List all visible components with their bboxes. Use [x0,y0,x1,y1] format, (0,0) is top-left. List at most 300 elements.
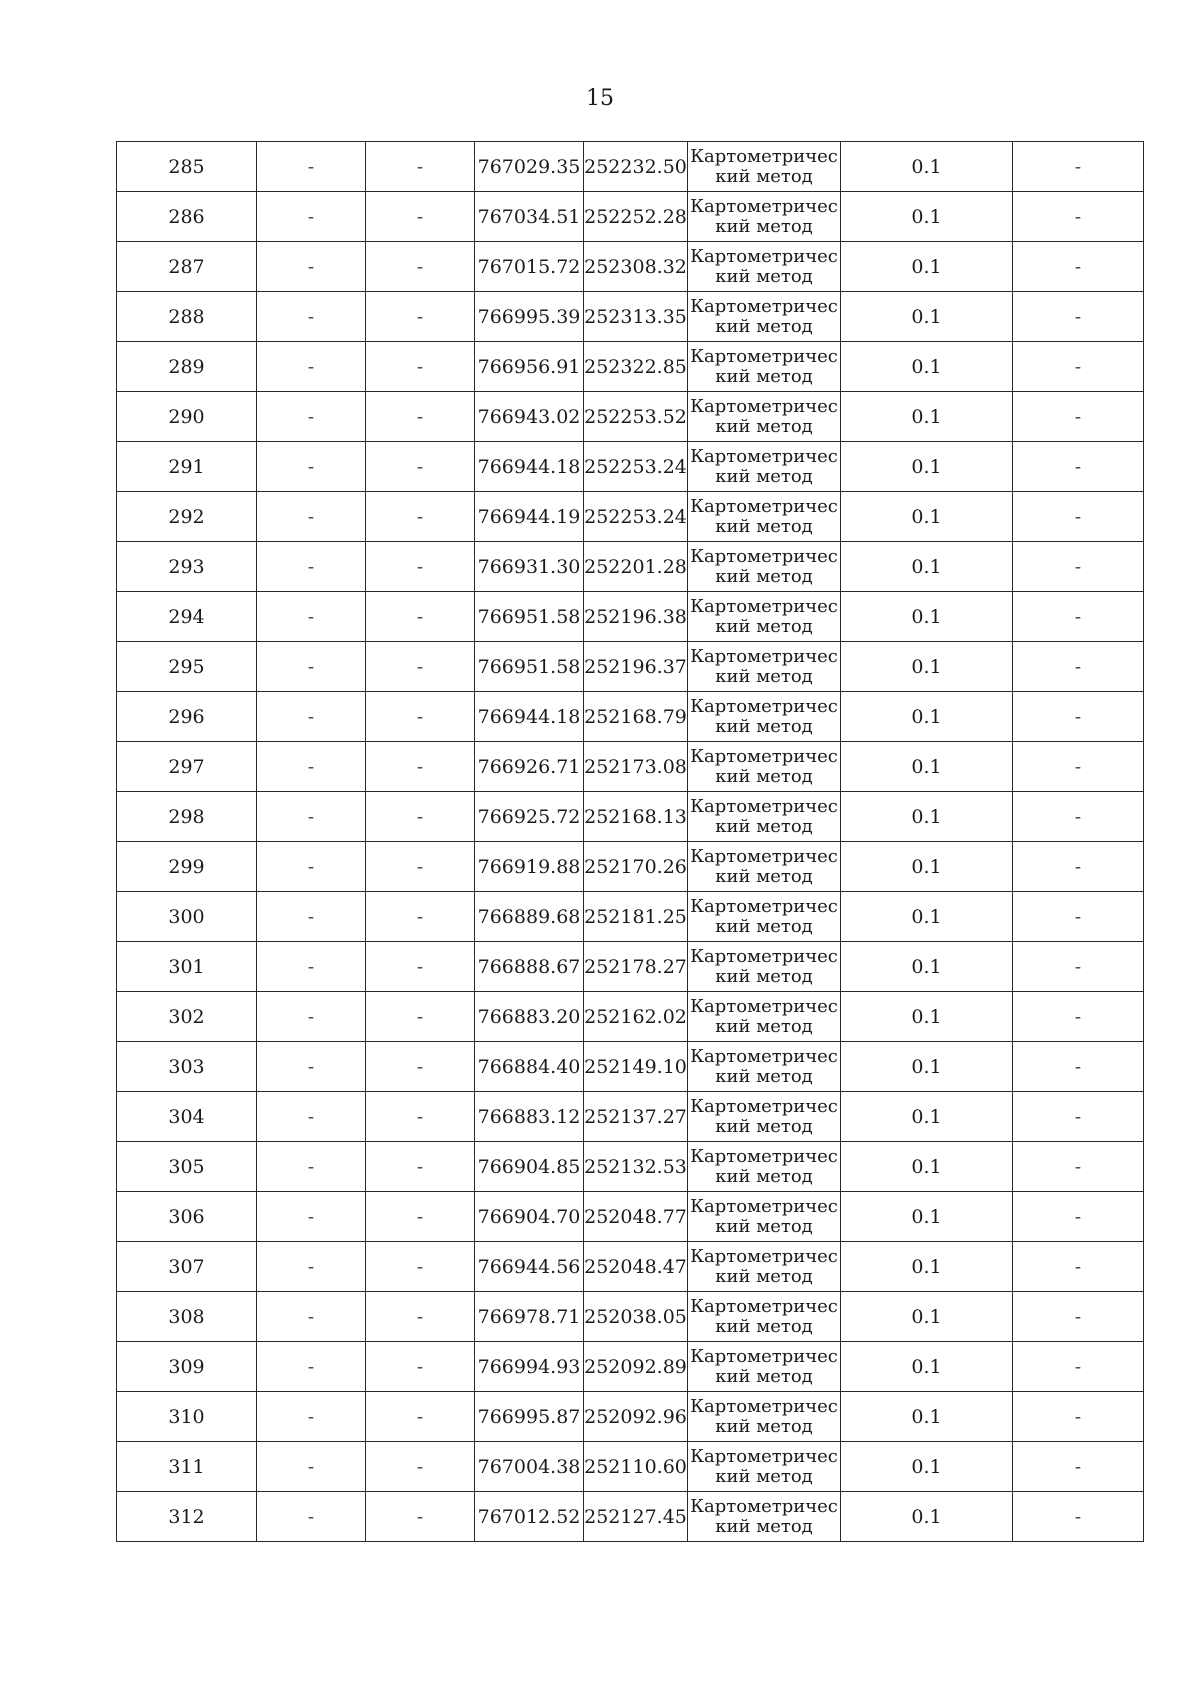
y-coordinate-cell: 252173.08 [584,742,688,792]
accuracy-cell: 0.1 [841,792,1013,842]
empty-value-cell: - [257,692,366,742]
point-number-cell: 312 [117,1492,257,1542]
method-label-line-2: кий метод [715,1465,813,1487]
method-cell [688,1192,841,1242]
y-coordinate-cell: 252196.38 [584,592,688,642]
empty-value-cell: - [257,542,366,592]
description-cell: - [1013,792,1144,842]
description-cell: - [1013,992,1144,1042]
method-label-line-1: Картометричес [690,995,838,1017]
empty-value-cell: - [366,1342,475,1392]
method-cell [688,692,841,742]
method-cell [688,142,841,192]
table-row [117,692,1144,742]
accuracy-cell: 0.1 [841,1442,1013,1492]
method-label-line-2: кий метод [715,165,813,187]
method-label-line-1: Картометричес [690,295,838,317]
accuracy-cell: 0.1 [841,142,1013,192]
method-label-line-1: Картометричес [690,1395,838,1417]
empty-value-cell: - [257,242,366,292]
accuracy-cell: 0.1 [841,692,1013,742]
point-number-cell: 301 [117,942,257,992]
table-row [117,292,1144,342]
point-number-cell: 299 [117,842,257,892]
x-coordinate-cell: 766904.85 [475,1142,584,1192]
y-coordinate-cell: 252168.79 [584,692,688,742]
point-number-cell: 298 [117,792,257,842]
method-label-line-1: Картометричес [690,1495,838,1517]
accuracy-cell: 0.1 [841,1142,1013,1192]
point-number-cell: 295 [117,642,257,692]
empty-value-cell: - [257,342,366,392]
method-label-line-1: Картометричес [690,1445,838,1467]
method-label-line-1: Картометричес [690,1345,838,1367]
x-coordinate-cell: 766919.88 [475,842,584,892]
method-label-line-2: кий метод [715,1215,813,1237]
table-row [117,192,1144,242]
description-cell: - [1013,692,1144,742]
empty-value-cell: - [257,492,366,542]
empty-value-cell: - [366,992,475,1042]
y-coordinate-cell: 252232.50 [584,142,688,192]
empty-value-cell: - [257,1392,366,1442]
description-cell: - [1013,142,1144,192]
description-cell: - [1013,842,1144,892]
point-number-cell: 292 [117,492,257,542]
accuracy-cell: 0.1 [841,1492,1013,1542]
x-coordinate-cell: 766889.68 [475,892,584,942]
point-number-cell: 293 [117,542,257,592]
table-row [117,1392,1144,1442]
y-coordinate-cell: 252253.52 [584,392,688,442]
empty-value-cell: - [366,342,475,392]
method-label-line-2: кий метод [715,315,813,337]
table-row [117,1342,1144,1392]
empty-value-cell: - [257,1492,366,1542]
method-cell [688,1492,841,1542]
accuracy-cell: 0.1 [841,292,1013,342]
description-cell: - [1013,742,1144,792]
description-cell: - [1013,492,1144,542]
point-number-cell: 289 [117,342,257,392]
description-cell: - [1013,1292,1144,1342]
accuracy-cell: 0.1 [841,1242,1013,1292]
point-number-cell: 291 [117,442,257,492]
method-label-line-1: Картометричес [690,445,838,467]
method-label-line-2: кий метод [715,1265,813,1287]
point-number-cell: 305 [117,1142,257,1192]
method-cell [688,342,841,392]
accuracy-cell: 0.1 [841,942,1013,992]
y-coordinate-cell: 252313.35 [584,292,688,342]
x-coordinate-cell: 767004.38 [475,1442,584,1492]
coordinates-table [116,141,1144,1542]
table-row [117,1442,1144,1492]
point-number-cell: 294 [117,592,257,642]
table-row [117,492,1144,542]
y-coordinate-cell: 252162.02 [584,992,688,1042]
empty-value-cell: - [257,742,366,792]
x-coordinate-cell: 766944.56 [475,1242,584,1292]
empty-value-cell: - [257,592,366,642]
accuracy-cell: 0.1 [841,1092,1013,1142]
point-number-cell: 288 [117,292,257,342]
empty-value-cell: - [366,292,475,342]
y-coordinate-cell: 252252.28 [584,192,688,242]
empty-value-cell: - [257,792,366,842]
description-cell: - [1013,1242,1144,1292]
empty-value-cell: - [257,1192,366,1242]
method-label-line-2: кий метод [715,765,813,787]
method-label-line-1: Картометричес [690,745,838,767]
description-cell: - [1013,1042,1144,1092]
description-cell: - [1013,342,1144,392]
point-number-cell: 296 [117,692,257,742]
x-coordinate-cell: 766944.18 [475,692,584,742]
table-row [117,742,1144,792]
method-label-line-2: кий метод [715,465,813,487]
method-label-line-2: кий метод [715,665,813,687]
description-cell: - [1013,442,1144,492]
point-number-cell: 286 [117,192,257,242]
accuracy-cell: 0.1 [841,242,1013,292]
method-cell [688,392,841,442]
accuracy-cell: 0.1 [841,1392,1013,1442]
point-number-cell: 307 [117,1242,257,1292]
empty-value-cell: - [366,242,475,292]
x-coordinate-cell: 766883.20 [475,992,584,1042]
empty-value-cell: - [257,942,366,992]
accuracy-cell: 0.1 [841,842,1013,892]
method-cell [688,1242,841,1292]
point-number-cell: 306 [117,1192,257,1242]
y-coordinate-cell: 252038.05 [584,1292,688,1342]
y-coordinate-cell: 252092.89 [584,1342,688,1392]
empty-value-cell: - [257,142,366,192]
y-coordinate-cell: 252048.47 [584,1242,688,1292]
accuracy-cell: 0.1 [841,342,1013,392]
empty-value-cell: - [257,1342,366,1392]
accuracy-cell: 0.1 [841,442,1013,492]
empty-value-cell: - [366,1292,475,1342]
point-number-cell: 287 [117,242,257,292]
table-row [117,642,1144,692]
point-number-cell: 297 [117,742,257,792]
empty-value-cell: - [366,1142,475,1192]
description-cell: - [1013,1492,1144,1542]
y-coordinate-cell: 252170.26 [584,842,688,892]
point-number-cell: 309 [117,1342,257,1392]
method-cell [688,1342,841,1392]
empty-value-cell: - [366,542,475,592]
empty-value-cell: - [257,392,366,442]
description-cell: - [1013,1392,1144,1442]
y-coordinate-cell: 252253.24 [584,492,688,542]
description-cell: - [1013,192,1144,242]
method-label-line-2: кий метод [715,1365,813,1387]
x-coordinate-cell: 766995.39 [475,292,584,342]
method-cell [688,1442,841,1492]
method-label-line-2: кий метод [715,515,813,537]
empty-value-cell: - [366,442,475,492]
x-coordinate-cell: 766931.30 [475,542,584,592]
x-coordinate-cell: 767015.72 [475,242,584,292]
empty-value-cell: - [257,1092,366,1142]
method-cell [688,292,841,342]
x-coordinate-cell: 766944.18 [475,442,584,492]
empty-value-cell: - [366,592,475,642]
method-label-line-2: кий метод [715,1415,813,1437]
y-coordinate-cell: 252178.27 [584,942,688,992]
accuracy-cell: 0.1 [841,1042,1013,1092]
description-cell: - [1013,292,1144,342]
empty-value-cell: - [366,1492,475,1542]
empty-value-cell: - [366,742,475,792]
method-label-line-2: кий метод [715,1165,813,1187]
description-cell: - [1013,642,1144,692]
method-cell [688,842,841,892]
description-cell: - [1013,542,1144,592]
accuracy-cell: 0.1 [841,492,1013,542]
table-row [117,242,1144,292]
empty-value-cell: - [366,1092,475,1142]
y-coordinate-cell: 252308.32 [584,242,688,292]
empty-value-cell: - [366,1392,475,1442]
table-row [117,842,1144,892]
method-label-line-1: Картометричес [690,945,838,967]
x-coordinate-cell: 766951.58 [475,592,584,642]
empty-value-cell: - [366,492,475,542]
accuracy-cell: 0.1 [841,542,1013,592]
table-row [117,342,1144,392]
y-coordinate-cell: 252137.27 [584,1092,688,1142]
method-label-line-2: кий метод [715,1515,813,1537]
table-body [117,142,1144,1542]
method-label-line-1: Картометричес [690,1045,838,1067]
method-label-line-2: кий метод [715,965,813,987]
point-number-cell: 302 [117,992,257,1042]
method-cell [688,742,841,792]
table-row [117,792,1144,842]
empty-value-cell: - [257,892,366,942]
empty-value-cell: - [366,142,475,192]
method-label-line-2: кий метод [715,265,813,287]
x-coordinate-cell: 766884.40 [475,1042,584,1092]
method-label-line-2: кий метод [715,1315,813,1337]
x-coordinate-cell: 766883.12 [475,1092,584,1142]
empty-value-cell: - [366,692,475,742]
description-cell: - [1013,1442,1144,1492]
description-cell: - [1013,1142,1144,1192]
x-coordinate-cell: 766956.91 [475,342,584,392]
method-label-line-1: Картометричес [690,645,838,667]
y-coordinate-cell: 252322.85 [584,342,688,392]
method-cell [688,1042,841,1092]
table-row [117,442,1144,492]
empty-value-cell: - [366,1442,475,1492]
table-row [117,1492,1144,1542]
empty-value-cell: - [366,842,475,892]
method-label-line-1: Картометричес [690,895,838,917]
method-label-line-1: Картометричес [690,795,838,817]
description-cell: - [1013,942,1144,992]
empty-value-cell: - [257,442,366,492]
table-row [117,892,1144,942]
description-cell: - [1013,1092,1144,1142]
y-coordinate-cell: 252149.10 [584,1042,688,1092]
description-cell: - [1013,392,1144,442]
method-label-line-2: кий метод [715,1115,813,1137]
point-number-cell: 311 [117,1442,257,1492]
empty-value-cell: - [257,842,366,892]
table-row [117,1292,1144,1342]
empty-value-cell: - [366,1042,475,1092]
method-cell [688,642,841,692]
method-label-line-1: Картометричес [690,695,838,717]
method-label-line-2: кий метод [715,1065,813,1087]
table-row [117,1242,1144,1292]
x-coordinate-cell: 766995.87 [475,1392,584,1442]
method-cell [688,492,841,542]
method-cell [688,892,841,942]
description-cell: - [1013,1342,1144,1392]
method-label-line-2: кий метод [715,715,813,737]
method-label-line-1: Картометричес [690,145,838,167]
method-cell [688,592,841,642]
point-number-cell: 308 [117,1292,257,1342]
accuracy-cell: 0.1 [841,392,1013,442]
method-label-line-1: Картометричес [690,495,838,517]
empty-value-cell: - [257,1042,366,1092]
y-coordinate-cell: 252253.24 [584,442,688,492]
y-coordinate-cell: 252181.25 [584,892,688,942]
empty-value-cell: - [366,792,475,842]
accuracy-cell: 0.1 [841,1292,1013,1342]
method-label-line-1: Картометричес [690,1095,838,1117]
accuracy-cell: 0.1 [841,592,1013,642]
method-label-line-1: Картометричес [690,545,838,567]
description-cell: - [1013,892,1144,942]
y-coordinate-cell: 252092.96 [584,1392,688,1442]
accuracy-cell: 0.1 [841,1342,1013,1392]
method-label-line-2: кий метод [715,565,813,587]
description-cell: - [1013,592,1144,642]
table-row [117,992,1144,1042]
point-number-cell: 310 [117,1392,257,1442]
method-label-line-1: Картометричес [690,345,838,367]
method-label-line-2: кий метод [715,915,813,937]
x-coordinate-cell: 767029.35 [475,142,584,192]
x-coordinate-cell: 766925.72 [475,792,584,842]
y-coordinate-cell: 252196.37 [584,642,688,692]
method-cell [688,242,841,292]
x-coordinate-cell: 766978.71 [475,1292,584,1342]
table-row [117,542,1144,592]
method-label-line-1: Картометричес [690,395,838,417]
accuracy-cell: 0.1 [841,192,1013,242]
method-cell [688,1142,841,1192]
y-coordinate-cell: 252132.53 [584,1142,688,1192]
accuracy-cell: 0.1 [841,642,1013,692]
y-coordinate-cell: 252168.13 [584,792,688,842]
y-coordinate-cell: 252127.45 [584,1492,688,1542]
method-label-line-2: кий метод [715,615,813,637]
x-coordinate-cell: 766888.67 [475,942,584,992]
empty-value-cell: - [257,1292,366,1342]
x-coordinate-cell: 767012.52 [475,1492,584,1542]
accuracy-cell: 0.1 [841,992,1013,1042]
method-cell [688,1392,841,1442]
description-cell: - [1013,242,1144,292]
method-label-line-1: Картометричес [690,1295,838,1317]
empty-value-cell: - [366,942,475,992]
x-coordinate-cell: 766926.71 [475,742,584,792]
point-number-cell: 304 [117,1092,257,1142]
empty-value-cell: - [366,642,475,692]
method-label-line-1: Картометричес [690,1195,838,1217]
method-label-line-2: кий метод [715,815,813,837]
table-row [117,142,1144,192]
table-row [117,1192,1144,1242]
table-row [117,942,1144,992]
table-row [117,1092,1144,1142]
empty-value-cell: - [257,1242,366,1292]
table-row [117,1142,1144,1192]
x-coordinate-cell: 766904.70 [475,1192,584,1242]
empty-value-cell: - [366,1192,475,1242]
method-cell [688,192,841,242]
empty-value-cell: - [257,1442,366,1492]
x-coordinate-cell: 766943.02 [475,392,584,442]
method-cell [688,442,841,492]
x-coordinate-cell: 766994.93 [475,1342,584,1392]
table-row [117,592,1144,642]
method-cell [688,992,841,1042]
point-number-cell: 290 [117,392,257,442]
method-cell [688,942,841,992]
method-label-line-2: кий метод [715,215,813,237]
method-label-line-1: Картометричес [690,845,838,867]
empty-value-cell: - [257,192,366,242]
empty-value-cell: - [257,1142,366,1192]
method-cell [688,1292,841,1342]
table-row [117,1042,1144,1092]
empty-value-cell: - [366,892,475,942]
method-label-line-2: кий метод [715,865,813,887]
x-coordinate-cell: 766951.58 [475,642,584,692]
table-row [117,392,1144,442]
y-coordinate-cell: 252048.77 [584,1192,688,1242]
point-number-cell: 285 [117,142,257,192]
description-cell: - [1013,1192,1144,1242]
empty-value-cell: - [257,642,366,692]
x-coordinate-cell: 767034.51 [475,192,584,242]
accuracy-cell: 0.1 [841,742,1013,792]
method-label-line-2: кий метод [715,1015,813,1037]
method-cell [688,792,841,842]
empty-value-cell: - [257,992,366,1042]
accuracy-cell: 0.1 [841,1192,1013,1242]
x-coordinate-cell: 766944.19 [475,492,584,542]
method-label-line-1: Картометричес [690,1245,838,1267]
point-number-cell: 300 [117,892,257,942]
y-coordinate-cell: 252110.60 [584,1442,688,1492]
empty-value-cell: - [366,392,475,442]
method-label-line-1: Картометричес [690,245,838,267]
method-cell [688,1092,841,1142]
method-cell [688,542,841,592]
page-number: 15 [586,86,614,111]
